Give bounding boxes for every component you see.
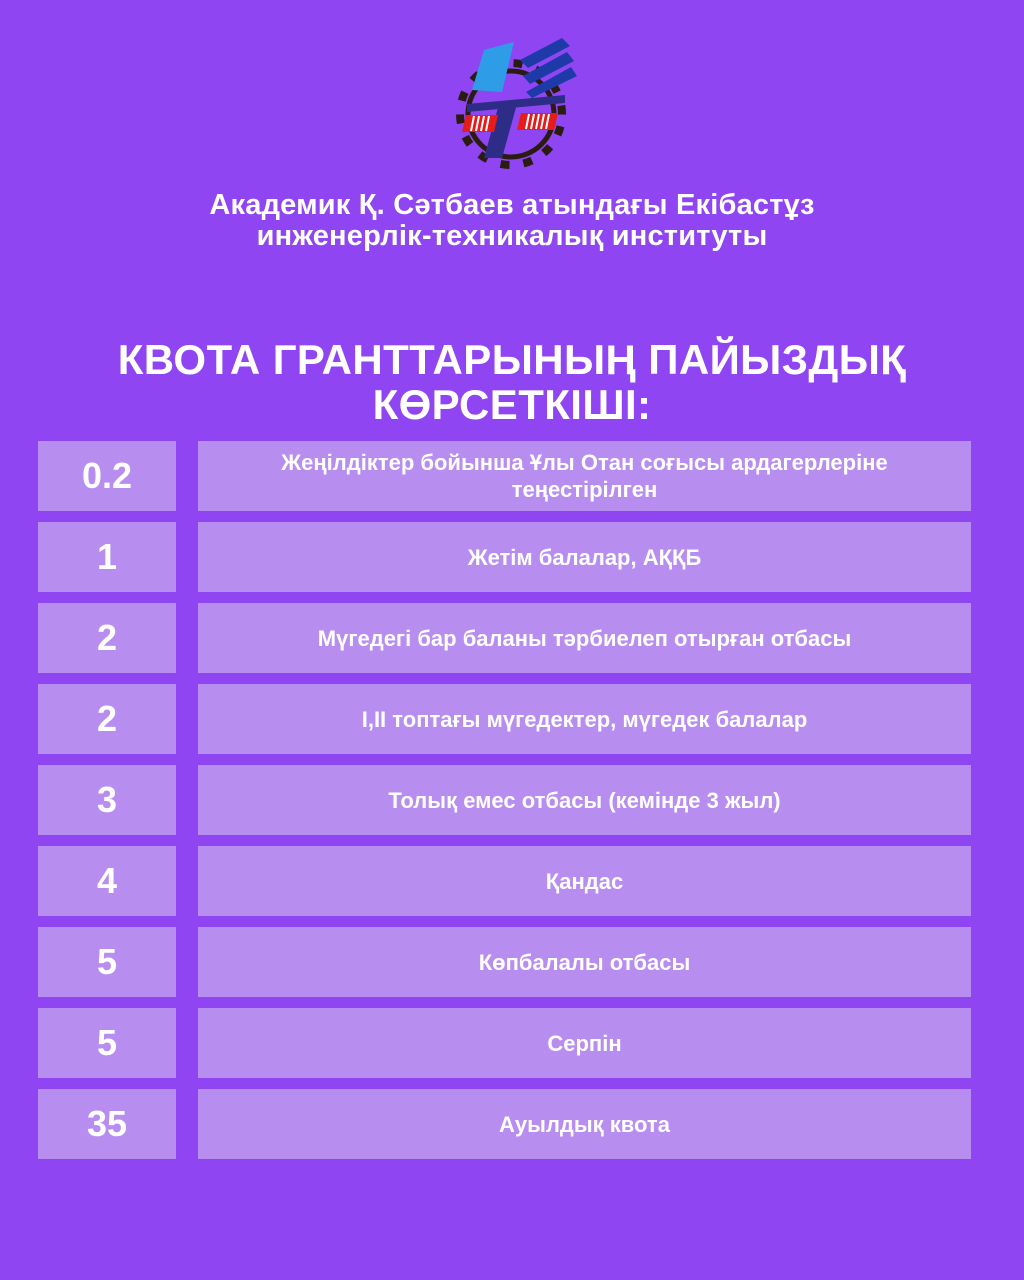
quota-label: I,II топтағы мүгедектер, мүгедек балалар [198, 684, 971, 754]
table-row [38, 1089, 971, 1159]
quota-value: 2 [38, 603, 176, 673]
quota-label: Серпін [198, 1008, 971, 1078]
quota-label: Жетім балалар, АҚҚБ [198, 522, 971, 592]
quota-value: 5 [38, 927, 176, 997]
quota-label: Жеңілдіктер бойынша Ұлы Отан соғысы ардагерлеріне теңестірілген [198, 441, 971, 511]
quota-value: 0.2 [38, 441, 176, 511]
table-row [38, 684, 971, 754]
quota-label: Мүгедегі бар баланы тәрбиелеп отырған отбасы [198, 603, 971, 673]
logo-container [440, 34, 590, 172]
institute-name-line1: Академик Қ. Сәтбаев атындағы Екібастұз [209, 189, 815, 221]
quota-value: 2 [38, 684, 176, 754]
quota-value: 1 [38, 522, 176, 592]
page-title-line2: КӨРСЕТКІШІ: [372, 381, 652, 428]
quota-value: 3 [38, 765, 176, 835]
table-row [38, 765, 971, 835]
page-title [0, 337, 1024, 427]
quota-label: Көпбалалы отбасы [198, 927, 971, 997]
institute-name [0, 190, 1024, 252]
quota-value: 5 [38, 1008, 176, 1078]
quota-label: Ауылдық квота [198, 1089, 971, 1159]
quota-value: 35 [38, 1089, 176, 1159]
quota-value: 4 [38, 846, 176, 916]
quota-label: Қандас [198, 846, 971, 916]
table-row [38, 603, 971, 673]
table-row [38, 441, 971, 511]
institute-name-line2: инженерлік-техникалық институты [256, 220, 768, 252]
table-row [38, 522, 971, 592]
institute-logo-icon [440, 34, 590, 172]
table-row [38, 927, 971, 997]
quota-table [38, 441, 971, 1170]
table-row [38, 846, 971, 916]
table-row [38, 1008, 971, 1078]
quota-label: Толық емес отбасы (кемінде 3 жыл) [198, 765, 971, 835]
page-title-line1: КВОТА ГРАНТТАРЫНЫҢ ПАЙЫЗДЫҚ [117, 336, 907, 383]
